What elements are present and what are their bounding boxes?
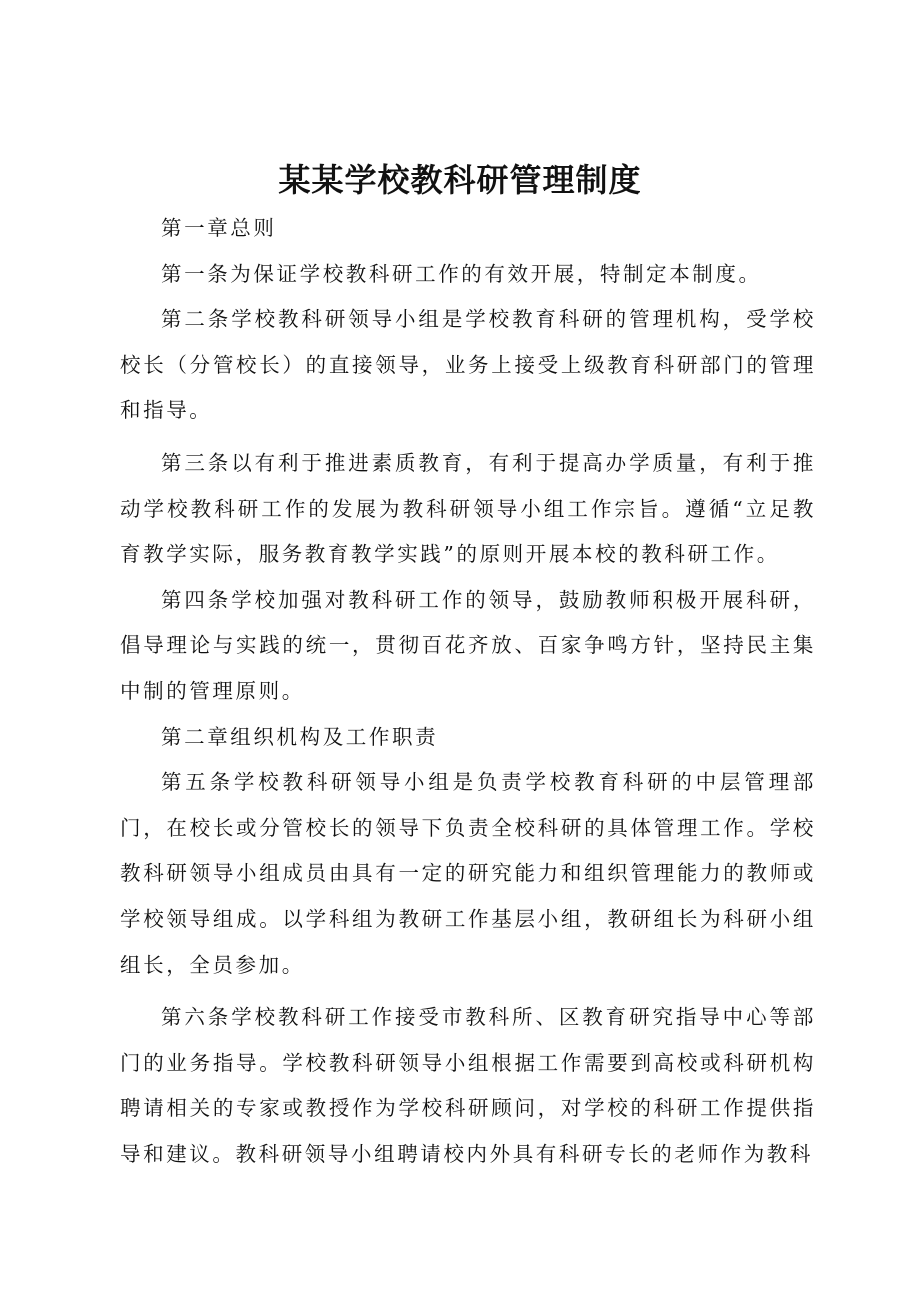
document-title: 某某学校教科研管理制度 <box>278 161 642 199</box>
chapter-heading-1: 第一章总则 <box>161 216 277 240</box>
article-3: 第三条以有利于推进素质教育，有利于提高办学质量，有利于推动学校教科研工作的发展为教科研领导小组工作宗旨。遵循“立足教育教学实际，服务教育教学实践”的原则开展本校的教科研工作。 <box>120 450 816 567</box>
chapter-heading-2: 第二章组织机构及工作职责 <box>161 724 439 749</box>
article-2: 第二条学校教科研领导小组是学校教育科研的管理机构，受学校校长（分管校长）的直接领导，业务上接受上级教育科研部门的管理和指导。 <box>120 307 816 423</box>
article-4: 第四条学校加强对教科研工作的领导，鼓励教师积极开展科研，倡导理论与实践的统一，贯彻百花齐放、百家争鸣方针，坚持民主集中制的管理原则。 <box>120 587 816 703</box>
article-1: 第一条为保证学校教科研工作的有效开展，特制定本制度。 <box>161 261 762 286</box>
article-6: 第六条学校教科研工作接受市教科所、区教育研究指导中心等部门的业务指导。学校教科研领导小组根据工作需要到高校或科研机构聘请相关的专家或教授作为学校科研顾问，对学校的科研工作提供指导和建议。教科研领导小组聘请校内外具有科研专长的老师作为教科 <box>120 1005 816 1166</box>
document-body <box>120 206 816 1177</box>
article-5: 第五条学校教科研领导小组是负责学校教育科研的中层管理部门，在校长或分管校长的领导下负责全校科研的具体管理工作。学校教科研领导小组成员由具有一定的研究能力和组织管理能力的教师或学校领导组成。以学科组为教研工作基层小组，教研组长为科研小组组长，全员参加。 <box>120 770 816 977</box>
